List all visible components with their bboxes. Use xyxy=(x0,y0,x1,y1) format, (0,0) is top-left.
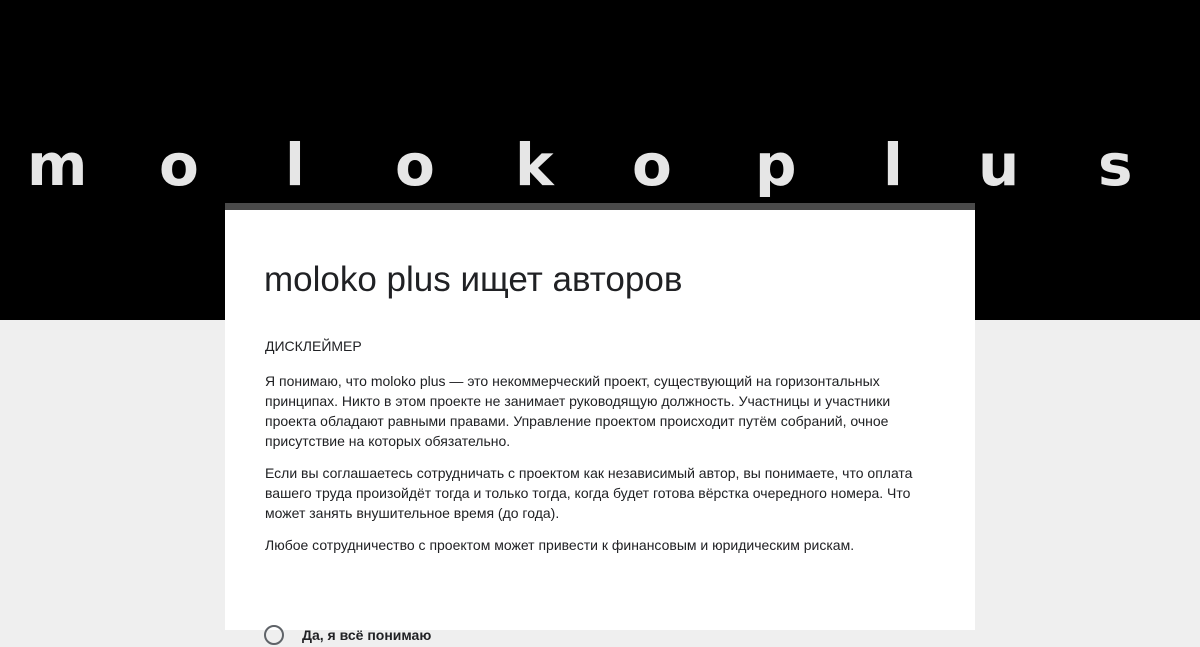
logo-letter: u xyxy=(978,131,1020,199)
logo-letter: o xyxy=(395,131,435,199)
form-card xyxy=(225,203,975,643)
logo-letter: l xyxy=(285,131,305,199)
logo-letter: p xyxy=(755,131,797,199)
disclaimer-paragraph: Если вы соглашаетесь сотрудничать с проектом как независимый автор, вы понимаете, что оплата вашего труда произойдёт тогда и только тогда, когда будет готова вёрстка очередного номера. Что может занять внушительное время (до года). xyxy=(265,465,913,521)
disclaimer-paragraph: Я понимаю, что moloko plus — это некоммерческий проект, существующий на горизонтальных принципах. Никто в этом проекте не занимает руководящую должность. Участницы и участники проекта обладают равными правами. Управление проектом происходит путём собраний, очное присутствие на которых обязательно. xyxy=(265,373,891,449)
logo-letter: s xyxy=(1098,131,1133,199)
radio-button[interactable] xyxy=(264,625,284,645)
form-title: moloko plus ищет авторов xyxy=(264,260,683,299)
disclaimer-heading: ДИСКЛЕЙМЕР xyxy=(265,338,362,354)
logo-letter: l xyxy=(883,131,903,199)
form-description xyxy=(265,336,945,567)
logo-letter: o xyxy=(159,131,199,199)
logo-letter: k xyxy=(515,131,554,199)
radio-option-agree[interactable] xyxy=(264,623,431,647)
logo-letter: m xyxy=(27,131,88,199)
logo-letter: o xyxy=(632,131,672,199)
disclaimer-paragraph: Любое сотрудничество с проектом может привести к финансовым и юридическим рискам. xyxy=(265,537,855,553)
logo xyxy=(0,131,1200,199)
radio-option-label: Да, я всё понимаю xyxy=(302,627,432,643)
